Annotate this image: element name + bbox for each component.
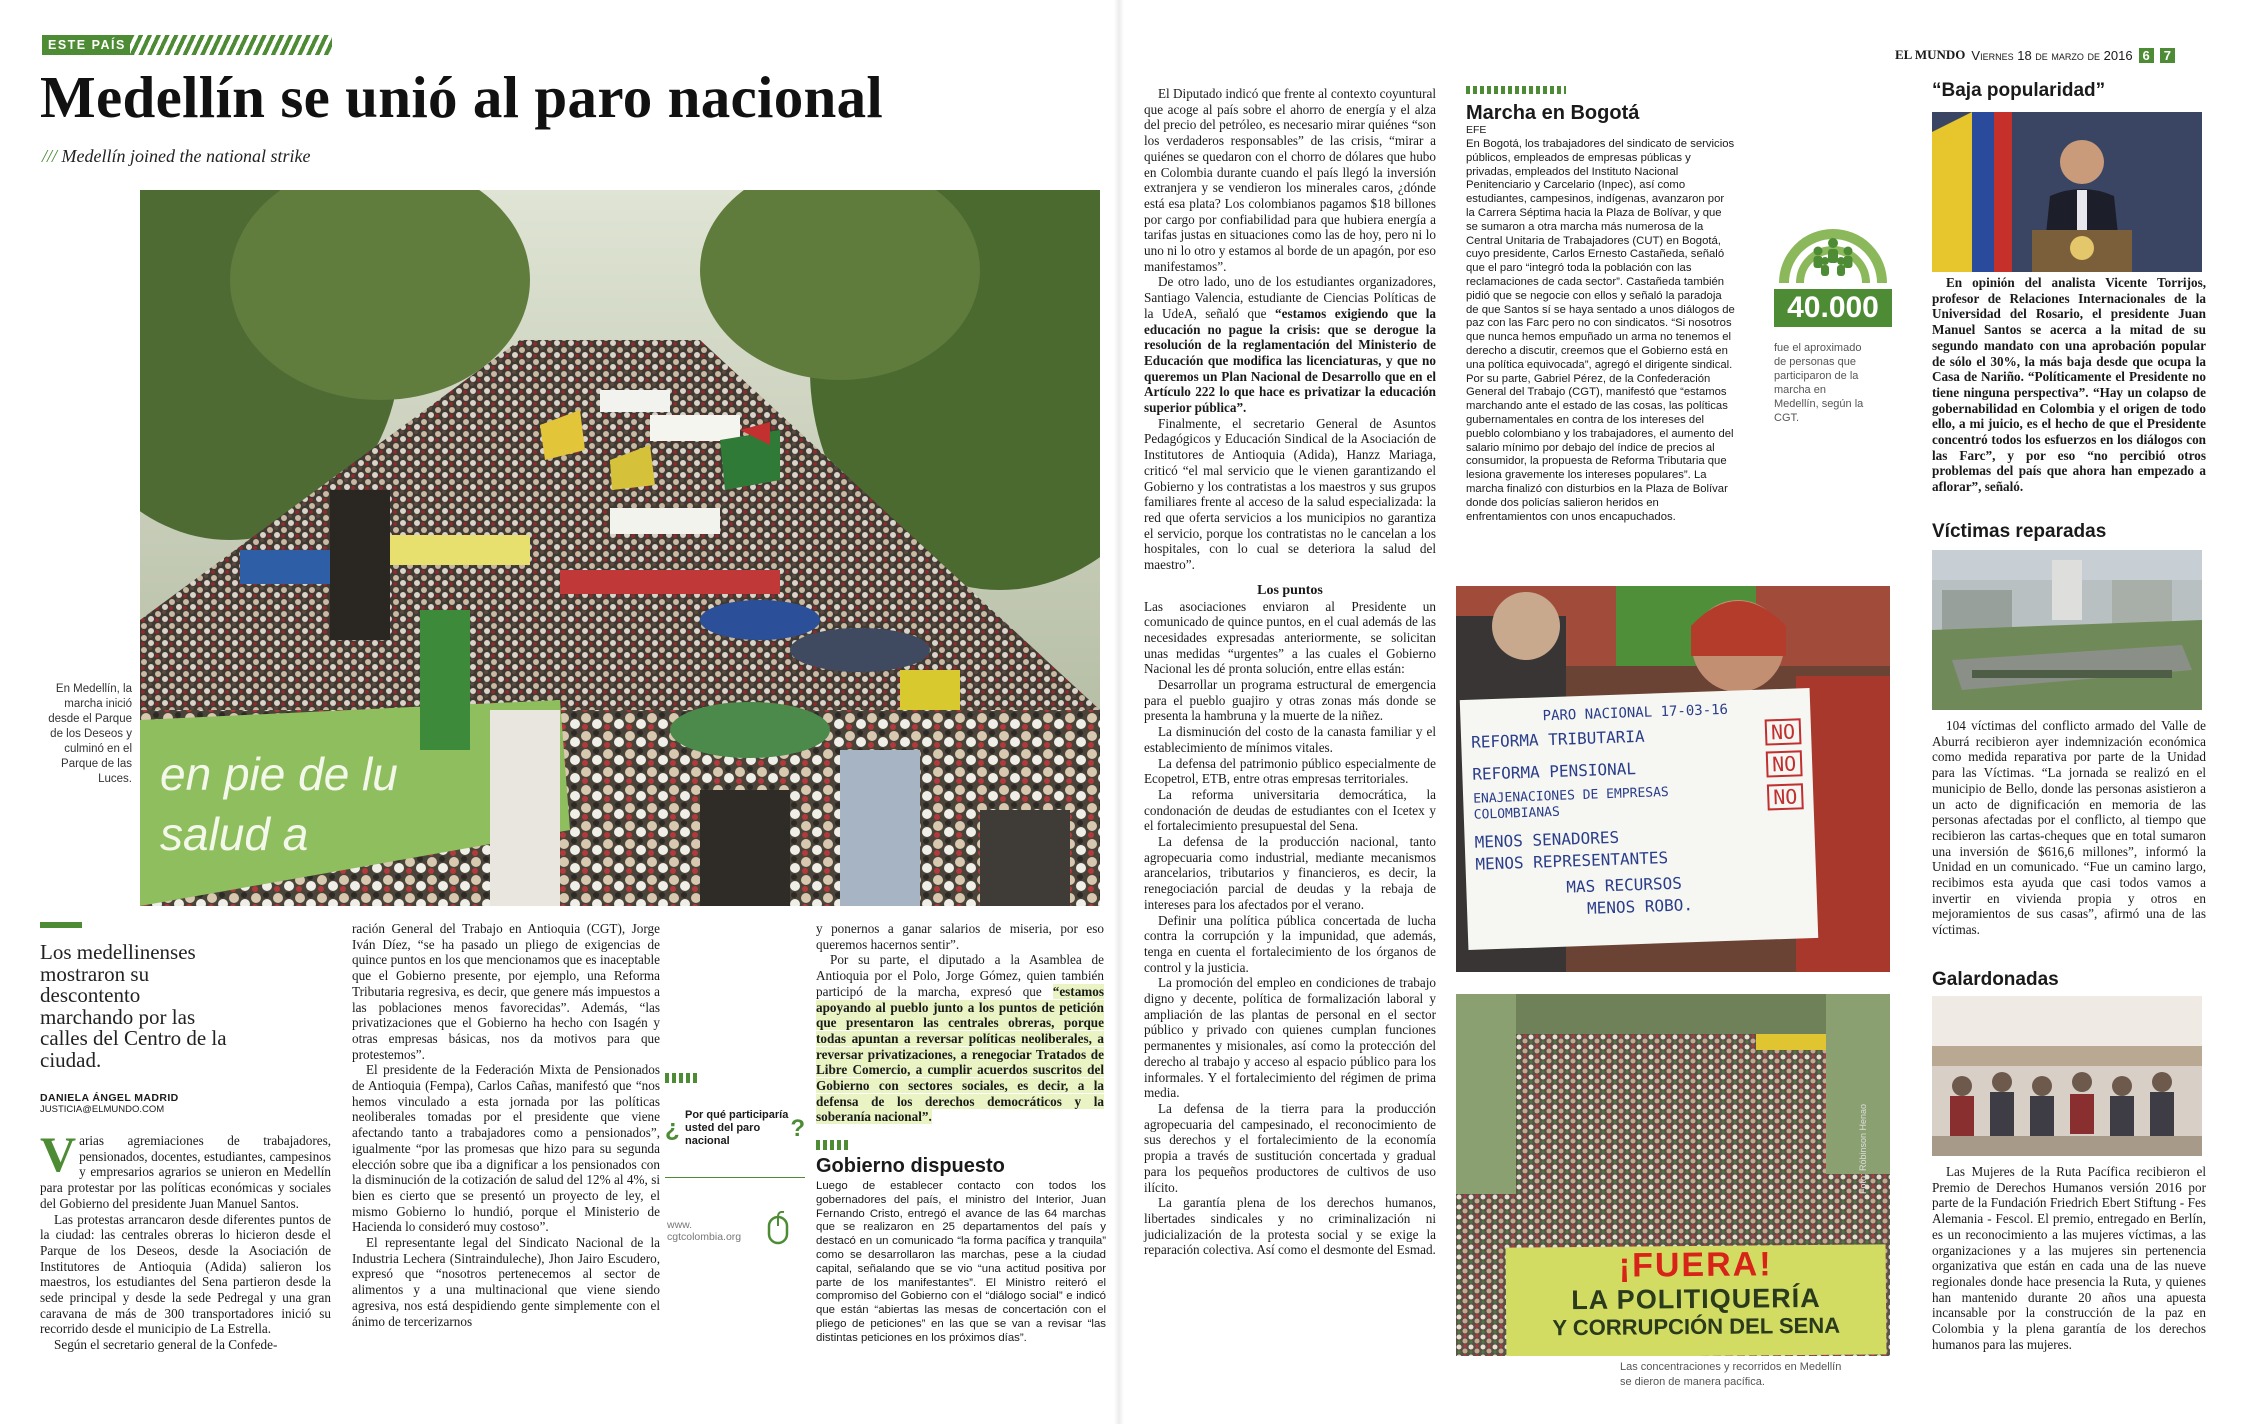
col3-p2a: Por su parte, el diputado a la Asamblea de Antioquia por el Polo, Jorge Gómez, quien también participó de la marcha, expresó que <box>816 952 1104 999</box>
issue-date: Viernes 18 de marzo de 2016 <box>1971 47 2133 63</box>
byline <box>40 1092 230 1116</box>
galardonadas-photo <box>1932 996 2202 1156</box>
why-q-close: ? <box>790 1114 805 1142</box>
victimas-text: 104 víctimas del conflicto armado del Valle de Aburrá recibieron ayer indemnización económica como medida reparativa por parte de la Unidad para las Víctimas. “La jornada se realizó en el municipio de Bello, donde las personas asistieron a un acto de dignificación en memoria de las personas afectadas por el conflicto, al tiempo que recibieron las cartas-cheques que en total sumaron una inversión de $616,6 millones”, informó la Unidad en un comunicado. “Fue un camino largo, recibimos esta ayuda que casi todos vamos a invertir en vivienda propia y otros en mejoramientos de sus casas”, afirmó una de las víctimas. <box>1932 718 2206 938</box>
why-box-rule <box>665 1177 805 1178</box>
point-7: La promoción del empleo en condiciones de trabajo digno y decente, política de formalización laboral y ampliación de las plantas de personal en el sector público y privado con quienes cumplan funciones permanentes y misionales, así como la protección del derecho al trabajo y acceso al espacio público para los informales. Y el fortalecimiento del régimen de prima media. <box>1144 975 1436 1101</box>
baja-title: “Baja popularidad” <box>1932 80 2106 101</box>
col3-quote-highlight: “estamos apoyando al pueblo junto a los puntos de petición que presentaron las centrales obreras, porque todas apuntan a reversar políticas neoliberales, a reversar privatizaciones, a renegociar Tratados de Libre Comercio, a cumplir acuerdos suscritos del Gobierno con sectores sociales, es decir, a la defensa de los derechos democráticos y la soberanía nacional”. <box>816 983 1104 1125</box>
deck-block <box>40 922 230 1071</box>
col4-p2 <box>1144 274 1436 415</box>
sign-no-3: NO <box>1767 783 1804 810</box>
sena-photo-caption: Las concentraciones y recorridos en Medellín se dieron de manera pacífica. <box>1620 1361 1842 1388</box>
gobierno-accent <box>816 1140 848 1150</box>
galardonadas-title: Galardonadas <box>1932 969 2059 990</box>
points-title: Los puntos <box>1257 582 1323 598</box>
sena-banner-line1: ¡FUERA! <box>1618 1245 1773 1285</box>
col1-p1 <box>40 1126 331 1212</box>
mouse-icon <box>767 1211 789 1245</box>
sign-line-5: MENOS REPRESENTANTES <box>1475 848 1669 874</box>
gobierno-text: Luego de establecer contacto con todos los gobernadores del país, el ministro del Interior, Juan Fernando Cristo, entregó el avance de las 64 marchas que se realizaron en 25 departamentos del país y destacó en un comunicado “la forma pacífica y tranquila” como se desarrollaron las marchas, pese a la ciudad capital, señalando que se vio “una actitud positiva por parte de los manifestantes”. El Ministro reiteró el compromiso del Gobierno con el “diálogo social” e indicó que están “abiertas las mesas de concertación con el pliego de peticiones” en las que se van a revisar “las distintas peticiones en los próximos días”. <box>816 1180 1106 1344</box>
article-col-3 <box>816 921 1104 1125</box>
col2-p3: El representante legal del Sindicato Nacional de la Industria Lechera (Sintraindulechе), Jhon Jairo Escudero, expresó que “nosotros pertenecemos al sector de alimentos y a una multinacional que viene siendo agresiva, nos está despidiendo gente simplemente con el ánimo de tercerizarnos <box>352 1235 660 1329</box>
section-tag <box>42 35 332 55</box>
col1-p2: Las protestas arrancaron desde diferentes puntos de la ciudad: las centrales obreras lo hicieron desde el Parque de los Deseos, desde la Asociación de Institutores de Antioquia (Adida) salieron los maestros, los estudiantes del Sena partieron desde la sede principal y desde la sede Pedregal y una gran caravana de más de 300 transportadores inició su recorrido desde el municipio de La Estrella. <box>40 1211 331 1337</box>
col1-p3: Según el secretario general de la Confede- <box>54 1337 278 1353</box>
point-9: La garantía plena de los derechos humanos, libertades sindicales y no criminalización ni judicialización de la protesta social y se exige la reparación colectiva. Así como el desmonte del Esmad. <box>1144 1195 1436 1258</box>
point-2: La disminución del costo de la canasta familiar y el establecimiento de mínimos vitales. <box>1144 724 1436 755</box>
col3-p1: y ponernos a ganar salarios de miseria, por eso queremos hacernos sentir”. <box>816 921 1104 952</box>
baja-text: En opinión del analista Vicente Torrijos, profesor de Relaciones Internacionales de la Universidad del Rosario, el presidente Juan Manuel Santos se acerca a la mitad de su segundo mandato con una aprobación popular de sólo el 30%, la más baja desde que ocupa la Casa de Nariño. “Políticamente el Presidente no tiene ninguna perspectiva”. “Hay un colapso de gobernabilidad en Colombia y el origen de todo ello, a mi juicio, es el hecho de que el Presidente concentró todos los esfuerzos en los diálogos con las Farc”, y por eso “no percibió otros problemas del país que ahora han empezado a aflorar”, señaló. <box>1932 275 2206 495</box>
bogota-accent <box>1466 86 1566 94</box>
sena-march-photo <box>1456 994 1890 1356</box>
gobierno-box <box>816 1140 1106 1346</box>
gobierno-title: Gobierno dispuesto <box>816 1155 1005 1177</box>
point-3: La defensa del patrimonio público especialmente de Ecopetrol, ETB, entre otras empresas territoriales. <box>1144 755 1436 787</box>
masthead <box>1895 47 2175 63</box>
stat-text: fue el aproximado de personas que participaron de la marcha en Medellín, según la CGT. <box>1774 342 1864 424</box>
sign-no-2: NO <box>1766 750 1803 777</box>
stat-value: 40.000 <box>1774 289 1892 327</box>
deck-accent-bar <box>40 922 82 928</box>
why-url[interactable]: www. cgtcolombia.org <box>667 1219 742 1243</box>
stat-block <box>1774 205 1892 425</box>
point-1: Desarrollar un programa estructural de emergencia para el pueblo guajiro y otras zonas más donde se presenta la hambruna y la muerte de la niñez. <box>1144 677 1436 724</box>
galardonadas-text: Las Mujeres de la Ruta Pacífica recibieron el Premio de Derechos Humanos versión 2016 por parte de la Fundación Friedrich Ebert Stiftung - Fes Alemania - Fescol. El premio, entregado en Berlín, es un reconocimiento a las mujeres víctimas, a las organizaciones y a las mujeres sin pertenencia organizativa que están en cada una de las nueve regionales donde hace presencia la Ruta, y quienes han mantenido durante 20 años una apuesta incansable por la construcción de la paz en Colombia y la plena garantía de los derechos humanos para las mujeres. <box>1932 1164 2206 1352</box>
deck-text: Los medellinenses mostraron su descontento marchando por las calles del Centro de la ciudad. <box>40 940 227 1072</box>
article-col-4 <box>1144 86 1436 1258</box>
why-box-accent <box>665 1073 697 1083</box>
bogota-source: EFE <box>1466 124 1487 136</box>
page-number-left: 6 <box>2139 48 2154 63</box>
subhead-text: Medellín joined the national strike <box>61 146 311 166</box>
sign-line-0: PARO NACIONAL 17-03-16 <box>1542 701 1729 725</box>
col4-p2a: De otro lado, uno de los estudiantes organizadores, Santiago Valencia, estudiante de Ciencias Políticas de la UdeA, señaló que <box>1144 274 1436 321</box>
page-fold <box>1114 0 1124 1424</box>
baja-box <box>1932 80 2206 110</box>
point-6: Definir una política pública concertada de lucha contra la corrupción y la impunidad, que además, tenga en cuenta el fortalecimiento de los órganos de control y la justicia. <box>1144 912 1436 975</box>
col3-p2 <box>816 952 1104 1125</box>
bello-photo <box>1932 550 2202 710</box>
protest-sign-photo <box>1456 586 1890 972</box>
bogota-title: Marcha en Bogotá <box>1466 102 1640 124</box>
sena-banner <box>1506 1244 1887 1356</box>
section-stripes <box>130 35 332 55</box>
crowd-icon <box>1774 205 1892 285</box>
page-number-right: 7 <box>2160 48 2175 63</box>
headline: Medellín se unió al paro nacional <box>40 64 884 130</box>
col1-p1-text: arias agremiaciones de trabajadores, pensionados, docentes, estudiantes, campesinos y empresarios agrarios se unieron en Medellín para protestar por las políticas económicas y sociales del Gobierno del presidente Juan Manuel Santos. <box>40 1133 331 1211</box>
photo-credit: Foto: Róbinson Henao <box>1858 1103 1868 1194</box>
col2-p2: El presidente de la Federación Mixta de Pensionados de Antioquia (Fempa), Carlos Cañas, manifestó que “nos hemos vinculado a esta jornada por las políticas neoliberales tomadas por el presidente que viene afectando tanto a trabajadores como a pensionados”, igualmente “por las promesas que hizo para su segunda elección sobre que iba a dignificar a los pensionados con la disminución de la cotización de salud del 12% al 4%, si bien es cierto que se presentó un proyecto de ley, el mismo Gobierno lo hundió, porque el Ministerio de Hacienda lo consideró muy costoso”. <box>352 1062 660 1235</box>
sign-line-3: ENAJENACIONES DE EMPRESAS COLOMBIANAS <box>1472 784 1670 823</box>
subhead <box>42 146 310 167</box>
sena-banner-line3: Y CORRUPCIÓN DEL SENA <box>1552 1312 1841 1341</box>
subhead-slashes: /// <box>42 146 58 166</box>
bogota-box <box>1466 86 1736 524</box>
points-intro: Las asociaciones enviaron al Presidente un comunicado de quince puntos, en el cual además de las necesidades expresadas anteriormente, se solicitan unas medidas “urgentes” a las cuales el Gobierno Nacional les dé pronta solución, entre ellas están: <box>1144 598 1436 677</box>
paper-name: EL MUNDO <box>1895 47 1966 62</box>
why-q-open: ¿ <box>665 1114 680 1142</box>
section-label: ESTE PAÍS <box>42 35 130 55</box>
article-col-2 <box>352 921 660 1329</box>
dropcap: V <box>40 1126 77 1182</box>
byline-email: JUSTICIA@ELMUNDO.COM <box>40 1104 165 1115</box>
sign-line-6: MAS RECURSOS <box>1566 873 1683 897</box>
protest-sign <box>1460 688 1819 950</box>
banner-text-1: en pie de lu <box>160 748 398 800</box>
santos-photo <box>1932 112 2202 272</box>
byline-name: DANIELA ÁNGEL MADRID <box>40 1092 179 1104</box>
main-march-photo <box>140 190 1100 906</box>
col4-p2-quote: “estamos exigiendo que la educación no pague la crisis: que se derogue la resolución de la reglamentación del Ministerio de Educación que modifica las licenciaturas, y que no queremos un Plan Nacional de Desarrollo que en el Artículo 222 lo que hace es privatizar la educación superior pública”. <box>1144 305 1436 416</box>
sign-line-2: REFORMA PENSIONAL <box>1472 759 1637 784</box>
sign-line-1: REFORMA TRIBUTARIA <box>1470 726 1645 752</box>
point-8: La defensa de la tierra para la producción agropecuaria del campesinado, el reconocimiento de sus derechos y el fortalecimiento de la economía propia a través de sustitución concertada y gradual para los pequeños productores de cultivos de uso ilícito. <box>1144 1101 1436 1195</box>
why-participate-box <box>665 1073 805 1263</box>
sign-line-7: MENOS ROBO. <box>1586 895 1694 918</box>
main-photo-caption: En Medellín, la marcha inició desde el Parque de los Deseos y culminó en el Parque de las Luces. <box>48 683 132 785</box>
col4-p3: Finalmente, el secretario General de Asuntos Pedagógicos y Educación Sindical de la Asociación de Institutores de Antioquia (Adida), Hanzz Mariaga, criticó “el mal servicio que le vienen garantizando el Gobierno y los contratistas a los maestros y sus grupos familiares frente al acceso de la salud especializada: la red que oferta servicios a los municipios no garantiza el servicio, porque los contratistas no le cancelan a los hospitales, con lo cual se deteriora la salud del maestro”. <box>1144 415 1436 573</box>
sign-no-1: NO <box>1765 718 1802 745</box>
sena-banner-line2: LA POLITIQUERÍA <box>1571 1282 1821 1316</box>
march-illustration <box>140 190 1100 906</box>
banner-text-2: salud a <box>160 808 309 860</box>
col2-p1: ración General del Trabajo en Antioquia (CGT), Jorge Iván Díez, “se ha pasado un pliego de exigencias de quince puntos en los que mencionamos que es inaceptable que el Gobierno presente, por ejemplo, una Reforma Tributaria regresiva, es decir, que genere más impuestos a las poblaciones menos favorecidas”. Además, “las privatizaciones que el Gobierno ha hecho con Isagén y otras empresas básicas, nos da motivos para que protestemos”. <box>352 921 660 1062</box>
victimas-title: Víctimas reparadas <box>1932 521 2107 542</box>
article-col-1 <box>40 1126 331 1353</box>
col4-p1: El Diputado indicó que frente al contexto coyuntural que acoge al país sobre el ahorro de energía y el alza del precio del petróleo, es necesario mirar quiénes “son los verdaderos responsables” de las crisis, “mirar a quiénes se quedaron con el chorro de dólares que hubo en Colombia durante cuando el país llegó la inversión extranjera y se vendieron los minerales caros, ¿dónde está esa plata? Los colombianos pagamos $18 billones por cargo por confiabilidad para que hubiera energía a tarifas justas en situaciones como las de hoy, pero ni lo uno ni lo otro y estamos al borde de un apagón, por eso manifestamos”. <box>1144 86 1436 274</box>
bogota-text: En Bogotá, los trabajadores del sindicato de servicios públicos, empleados de empresas públicas y privadas, empleados del Instituto Nacional Penitenciario y Carcelario (Inpec), así como estudiantes, campesinos, indígenas, avanzaron por la Carrera Séptima hacia la Plaza de Bolívar, y que se sumaron a otra marcha más numerosa de la Central Unitaria de Trabajadores (CUT) en Bogotá, cuyo presidente, Carlos Ernesto Castañeda, señaló que el paro “integró toda la población con las reclamaciones de cada sector”. Castañeda también pidió que se negocie con ellos y señaló la paradoja de que Santos sí se haya sentado a unos diálogos de paz con las Farc pero no con sindicatos. “Si nosotros que nunca hemos empuñado un arma no tenemos el derecho a discutir, creemos que el Gobierno está en una política equivocada”, agregó el dirigente sindical. Por su parte, Gabriel Pérez, de la Confederación General del Trabajo (CGT), manifestó que “estamos marchando ante el estado de las cosas, las políticas gubernamentales en contra de los intereses del pueblo colombiano y los trabajadores, el aumento del salario mínimo por debajo del índice de precios al consumidor, la propuesta de Reforma Tributaria que lesiona gravemente los intereses populares”. La marcha finalizó con disturbios en la Plaza de Bolívar donde dos policías salieron heridos en enfrentamientos con unos encapuchados. <box>1466 138 1735 523</box>
point-5: La defensa de la producción nacional, tanto agropecuaria como industrial, mediante mecanismos arancelarios, tributarios y financieros, es decir, la renegociación parcial de deudas y la rebaja de intereses para los afectados por el verano. <box>1144 834 1436 912</box>
sign-line-4: MENOS SENADORES <box>1474 827 1620 852</box>
why-question: Por qué participaría usted del paro nacional <box>685 1109 789 1147</box>
point-4: La reforma universitaria democrática, la condonación de deudas de estudiantes con el Icetex y el fortalecimiento presupuestal del Sena. <box>1144 786 1436 834</box>
